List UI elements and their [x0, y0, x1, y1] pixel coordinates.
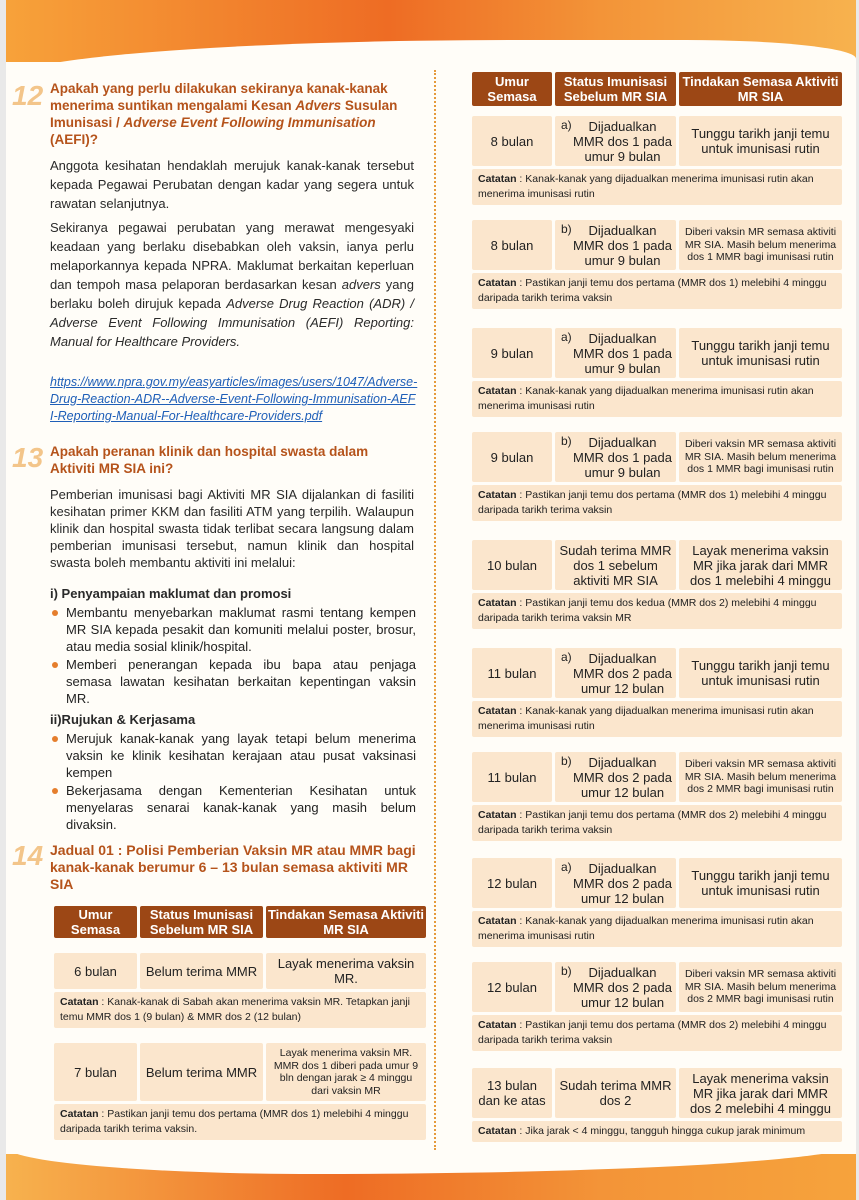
note-label: Catatan — [478, 1019, 517, 1031]
left-table-header — [54, 906, 426, 938]
question-number-12: 12 — [12, 80, 44, 111]
action-cell: Diberi vaksin MR semasa aktiviti MR SIA. Masih belum menerima dos 2 MMR bagi imunisasi rutin — [679, 752, 842, 802]
action-cell: Layak menerima vaksin MR. MMR dos 1 diberi pada umur 9 bln dengan jarak ≥ 4 minggu dari vaksin MR — [266, 1043, 426, 1101]
note-cell: Catatan : Pastikan janji temu dos pertama (MMR dos 1) melebihi 4 minggu daripada tarikh terima vaksin — [472, 273, 842, 309]
status-text: Dijadualkan MMR dos 1 pada umur 9 bulan — [573, 330, 672, 376]
age-cell: 8 bulan — [472, 220, 552, 270]
sub-option-label: b) — [561, 222, 572, 236]
note-label: Catatan — [478, 1125, 517, 1137]
status-cell: Belum terima MMR — [140, 953, 263, 989]
age-cell: 9 bulan — [472, 328, 552, 378]
table-row — [472, 540, 842, 629]
note-cell: Catatan : Pastikan janji temu dos pertama (MMR dos 1) melebihi 4 minggu daripada tarikh terima vaksin. — [54, 1104, 426, 1140]
sub-option-label: b) — [561, 434, 572, 448]
age-cell: 12 bulan — [472, 858, 552, 908]
sub-option-label: a) — [561, 118, 572, 132]
question-12-paragraph-1: Anggota kesihatan hendaklah merujuk kanak-kanak tersebut kepada Pegawai Perubatan dengan kadar yang segera untuk rawatan selanjutnya. — [50, 158, 414, 211]
note-cell: Catatan : Pastikan janji temu dos pertama (MMR dos 2) melebihi 4 minggu daripada tarikh terima vaksin — [472, 805, 842, 841]
status-cell — [555, 116, 676, 166]
header-age: Umur Semasa — [54, 906, 137, 938]
status-cell — [555, 220, 676, 270]
note-cell: Catatan : Kanak-kanak yang dijadualkan menerima imunisasi rutin akan menerima imunisasi rutin — [472, 701, 842, 737]
table-row — [472, 752, 842, 841]
right-table-header — [472, 72, 842, 106]
note-cell: Catatan : Pastikan janji temu dos pertama (MMR dos 2) melebihi 4 minggu daripada tarikh terima vaksin — [472, 1015, 842, 1051]
status-cell — [555, 432, 676, 482]
status-text: Sudah terima MMR dos 1 sebelum aktiviti MR SIA — [559, 542, 672, 588]
note-cell: Catatan : Pastikan janji temu dos kedua (MMR dos 2) melebihi 4 minggu daripada tarikh terima vaksin MR — [472, 593, 842, 629]
npra-manual-link[interactable]: https://www.npra.gov.my/easyarticles/images/users/1047/Adverse-Drug-Reaction-ADR--Adverse-Event-Following-Immunisation-AEFI-Reporting-Manual-For-Healthcare-Providers.pdf — [50, 375, 418, 423]
action-cell: Layak menerima vaksin MR jika jarak dari MMR dos 2 melebihi 4 minggu — [679, 1068, 842, 1118]
header-status: Status Imunisasi Sebelum MR SIA — [555, 72, 676, 106]
question-13-title: Apakah peranan klinik dan hospital swasta dalam Aktiviti MR SIA ini? — [50, 444, 369, 476]
table-row — [472, 962, 842, 1051]
question-12-title: Apakah yang perlu dilakukan sekiranya kanak-kanak menerima suntikan mengalami Kesan Advers Susulan Imunisasi / Adverse Event Following Immunisation (AEFI)? — [50, 81, 398, 147]
status-text: Dijadualkan MMR dos 1 pada umur 9 bulan — [573, 118, 672, 164]
note-cell: Catatan : Kanak-kanak yang dijadualkan menerima imunisasi rutin akan menerima imunisasi rutin — [472, 381, 842, 417]
sub-option-label: b) — [561, 964, 572, 978]
note-label: Catatan — [478, 277, 517, 289]
action-cell: Diberi vaksin MR semasa aktiviti MR SIA. Masih belum menerima dos 2 MMR bagi imunisasi rutin — [679, 962, 842, 1012]
status-text: Dijadualkan MMR dos 1 pada umur 9 bulan — [573, 222, 672, 268]
note-label: Catatan — [478, 809, 517, 821]
table-row — [472, 648, 842, 737]
sub-option-label: b) — [561, 754, 572, 768]
list-item: Bekerjasama dengan Kementerian Kesihatan untuk menyelaras senarai kanak-kanak yang masih belum divaksin. — [50, 782, 416, 833]
table-row — [54, 1043, 426, 1140]
status-cell — [555, 858, 676, 908]
sub-option-label: a) — [561, 330, 572, 344]
action-cell: Tunggu tarikh janji temu untuk imunisasi rutin — [679, 328, 842, 378]
table-row — [472, 328, 842, 417]
age-cell: 11 bulan — [472, 648, 552, 698]
header-age: Umur Semasa — [472, 72, 552, 106]
age-cell: 13 bulan dan ke atas — [472, 1068, 552, 1118]
table-row — [472, 116, 842, 205]
status-text: Dijadualkan MMR dos 2 pada umur 12 bulan — [573, 650, 672, 696]
note-label: Catatan — [478, 915, 517, 927]
note-text: Pastikan janji temu dos pertama (MMR dos 1) melebihi 4 minggu daripada tarikh terima vaksin — [478, 489, 827, 516]
question-number-13: 13 — [12, 442, 44, 473]
section-ii-heading: ii)Rujukan & Kerjasama — [50, 712, 196, 727]
note-label: Catatan — [478, 597, 517, 609]
table-row — [472, 432, 842, 521]
header-action: Tindakan Semasa Aktiviti MR SIA — [679, 72, 842, 106]
section-i-heading: i) Penyampaian maklumat dan promosi — [50, 586, 292, 601]
action-cell: Tunggu tarikh janji temu untuk imunisasi rutin — [679, 858, 842, 908]
note-text: Jika jarak < 4 minggu, tangguh hingga cukup jarak minimum — [525, 1125, 806, 1137]
age-cell: 10 bulan — [472, 540, 552, 590]
note-text: Kanak-kanak yang dijadualkan menerima imunisasi rutin akan menerima imunisasi rutin — [478, 915, 814, 942]
note-text: Kanak-kanak yang dijadualkan menerima imunisasi rutin akan menerima imunisasi rutin — [478, 385, 814, 412]
action-cell: Diberi vaksin MR semasa aktiviti MR SIA. Masih belum menerima dos 1 MMR bagi imunisasi rutin — [679, 220, 842, 270]
question-13-paragraph: Pemberian imunisasi bagi Aktiviti MR SIA dijalankan di fasiliti kesihatan primer KKM dan fasiliti ATM yang terpilih. Walaupun klinik dan hospital swasta tidak terlibat secara langsung dalam pemberian imunisasi tersebut, namun klinik dan hospital swasta boleh membantu aktiviti ini melalui: — [50, 487, 414, 570]
note-cell: Catatan : Kanak-kanak yang dijadualkan menerima imunisasi rutin akan menerima imunisasi rutin — [472, 169, 842, 205]
status-text: Dijadualkan MMR dos 1 pada umur 9 bulan — [573, 434, 672, 480]
sub-option-label: a) — [561, 650, 572, 664]
note-cell: Catatan : Kanak-kanak di Sabah akan menerima vaksin MR. Tetapkan janji temu MMR dos 1 (9 bulan) & MMR dos 2 (12 bulan) — [54, 992, 426, 1028]
note-text: Pastikan janji temu dos pertama (MMR dos 1) melebihi 4 minggu daripada tarikh terima vaksin — [478, 277, 827, 304]
note-label: Catatan — [478, 705, 517, 717]
status-text: Sudah terima MMR dos 2 — [559, 1078, 672, 1108]
note-label: Catatan — [478, 173, 517, 185]
action-cell: Diberi vaksin MR semasa aktiviti MR SIA. Masih belum menerima dos 1 MMR bagi imunisasi rutin — [679, 432, 842, 482]
age-cell: 7 bulan — [54, 1043, 137, 1101]
status-cell — [555, 648, 676, 698]
age-cell: 8 bulan — [472, 116, 552, 166]
note-cell: Catatan : Kanak-kanak yang dijadualkan menerima imunisasi rutin akan menerima imunisasi rutin — [472, 911, 842, 947]
note-text: Pastikan janji temu dos kedua (MMR dos 2) melebihi 4 minggu daripada tarikh terima vaksin MR — [478, 597, 817, 624]
status-text: Dijadualkan MMR dos 2 pada umur 12 bulan — [573, 754, 672, 800]
note-text: Kanak-kanak yang dijadualkan menerima imunisasi rutin akan menerima imunisasi rutin — [478, 173, 814, 200]
status-cell — [555, 752, 676, 802]
action-cell: Tunggu tarikh janji temu untuk imunisasi rutin — [679, 116, 842, 166]
sub-option-label: a) — [561, 860, 572, 874]
note-text: Kanak-kanak yang dijadualkan menerima imunisasi rutin akan menerima imunisasi rutin — [478, 705, 814, 732]
table-row — [472, 1068, 842, 1142]
brochure-page — [6, 0, 856, 1200]
column-divider — [434, 70, 436, 1150]
note-text: Pastikan janji temu dos pertama (MMR dos 2) melebihi 4 minggu daripada tarikh terima vaksin — [478, 1019, 827, 1046]
question-12-paragraph-2: Sekiranya pegawai perubatan yang merawat mengesyaki keadaan yang berlaku disebabkan oleh vaksin, ianya perlu melaporkannya kepada NPRA. Maklumat berkaitan keperluan dan tempoh masa pelaporan berdasarkan kesan advers yang berlaku boleh dirujuk kepada Adverse Drug Reaction (ADR) / Adverse Event Following Immunisation (AEFI) Reporting: Manual for Healthcare Providers. — [50, 220, 414, 349]
table-row — [54, 953, 426, 1028]
table-row — [472, 220, 842, 309]
action-cell: Tunggu tarikh janji temu untuk imunisasi rutin — [679, 648, 842, 698]
question-number-14: 14 — [12, 840, 44, 871]
age-cell: 12 bulan — [472, 962, 552, 1012]
age-cell: 9 bulan — [472, 432, 552, 482]
header-status: Status Imunisasi Sebelum MR SIA — [140, 906, 263, 938]
note-cell: Catatan : Jika jarak < 4 minggu, tangguh hingga cukup jarak minimum — [472, 1121, 842, 1142]
status-cell — [555, 540, 676, 590]
status-cell — [555, 328, 676, 378]
note-label: Catatan — [478, 489, 517, 501]
status-cell — [555, 962, 676, 1012]
status-text: Dijadualkan MMR dos 2 pada umur 12 bulan — [573, 964, 672, 1010]
action-cell: Layak menerima vaksin MR. — [266, 953, 426, 989]
note-text: Pastikan janji temu dos pertama (MMR dos 2) melebihi 4 minggu daripada tarikh terima vaksin — [478, 809, 827, 836]
action-cell: Layak menerima vaksin MR jika jarak dari MMR dos 1 melebihi 4 minggu — [679, 540, 842, 590]
list-item: Merujuk kanak-kanak yang layak tetapi belum menerima vaksin ke klinik kesihatan kerajaan atau pusat vaksinasi kempen — [50, 730, 416, 781]
table-title: Jadual 01 : Polisi Pemberian Vaksin MR atau MMR bagi kanak-kanak berumur 6 – 13 bulan semasa aktiviti MR SIA — [50, 842, 416, 892]
age-cell: 11 bulan — [472, 752, 552, 802]
status-text: Dijadualkan MMR dos 2 pada umur 12 bulan — [573, 860, 672, 906]
note-label: Catatan — [478, 385, 517, 397]
table-row — [472, 858, 842, 947]
status-cell — [555, 1068, 676, 1118]
header-action: Tindakan Semasa Aktiviti MR SIA — [267, 907, 425, 937]
list-item: Membantu menyebarkan maklumat rasmi tentang kempen MR SIA kepada pesakit dan komuniti melalui poster, brosur, atau media sosial klinik/hospital. — [50, 604, 416, 655]
note-cell: Catatan : Pastikan janji temu dos pertama (MMR dos 1) melebihi 4 minggu daripada tarikh terima vaksin — [472, 485, 842, 521]
status-cell: Belum terima MMR — [140, 1043, 263, 1101]
list-item: Memberi penerangan kepada ibu bapa atau penjaga semasa lawatan kesihatan berkaitan kepentingan vaksin MR. — [50, 656, 416, 707]
age-cell: 6 bulan — [54, 953, 137, 989]
